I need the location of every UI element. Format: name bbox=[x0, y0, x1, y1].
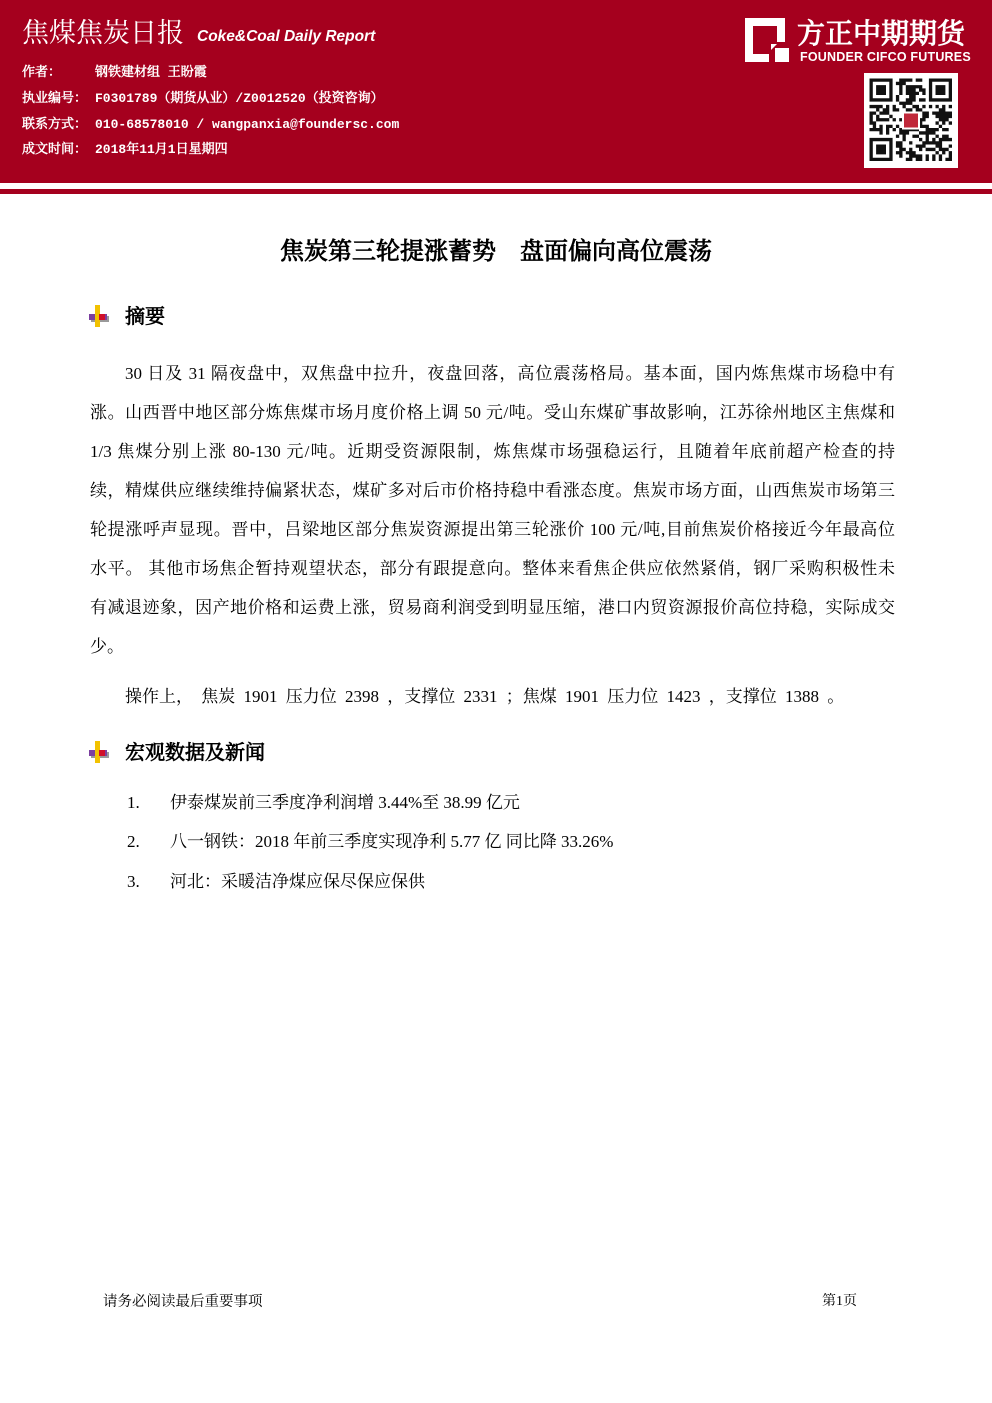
document-title: 焦炭第三轮提涨蓄势 盘面偏向高位震荡 bbox=[280, 237, 712, 265]
contact-value: 010-68578010 / wangpanxia@foundersc.com bbox=[95, 117, 400, 132]
qr-code bbox=[864, 73, 958, 168]
paragraph-line: 有减退迹象，因产地价格和运费上涨，贸易商利润受到明显压缩，港口内贸资源报价高位持稳，实际成交 bbox=[90, 598, 895, 618]
license-row bbox=[22, 90, 384, 108]
header-divider bbox=[0, 189, 992, 194]
section-heading-summary: 摘要 bbox=[125, 304, 165, 328]
summary-paragraph bbox=[90, 354, 895, 667]
qr-code-graphic bbox=[864, 73, 958, 168]
brand-name-en: FOUNDER CIFCO FUTURES bbox=[800, 50, 971, 64]
footer-disclaimer-notice: 请务必阅读最后重要事项 bbox=[103, 1294, 263, 1310]
qr-center-logo bbox=[904, 114, 918, 128]
report-title-cn: 焦煤焦炭日报 bbox=[22, 18, 184, 49]
author-label: 作者： bbox=[22, 65, 62, 80]
news-list-item bbox=[127, 791, 887, 815]
brand-name-cn: 方正中期期货 bbox=[797, 17, 966, 50]
paragraph-line: 30 日及 31 隔夜盘中，双焦盘中拉升，夜盘回落，高位震荡格局。基本面，国内炼焦煤市场稳中有 bbox=[125, 363, 895, 383]
news-item-text: 河北：采暖洁净煤应保尽保应保供 bbox=[170, 872, 425, 891]
news-item-number: 3. bbox=[127, 872, 140, 891]
news-item-text: 伊泰煤炭前三季度净利润增 3.44%至 38.99 亿元 bbox=[170, 793, 520, 812]
date-value: 2018年11月1日星期四 bbox=[95, 142, 228, 157]
paragraph-line: 水平。 其他市场焦企暂持观望状态，部分有跟提意向。整体来看焦企供应依然紧俏，钢厂采购积极性未 bbox=[90, 558, 895, 578]
news-item-text: 八一钢铁：2018 年前三季度实现净利 5.77 亿 同比降 33.26% bbox=[170, 832, 614, 851]
author-value: 钢铁建材组 王盼霞 bbox=[95, 65, 207, 80]
paragraph-line: 轮提涨呼声显现。晋中，吕梁地区部分焦炭资源提出第三轮涨价 100 元/吨,目前焦炭价格接近今年最高位 bbox=[90, 519, 895, 539]
paragraph-line: 涨。山西晋中地区部分炼焦煤市场月度价格上调 50 元/吨。受山东煤矿事故影响，江苏徐州地区主焦煤和 bbox=[90, 402, 895, 422]
operation-advice: 操作上， 焦炭 1901 压力位 2398 ，支撑位 2331 ；焦煤 1901 压力位 1423 ，支撑位 1388 。 bbox=[125, 687, 845, 706]
section-bullet-icon bbox=[88, 304, 110, 328]
founder-logo-icon bbox=[745, 18, 789, 62]
contact-label: 联系方式： bbox=[22, 117, 88, 132]
section-heading-news: 宏观数据及新闻 bbox=[125, 740, 265, 764]
contact-row bbox=[22, 116, 399, 134]
date-row bbox=[22, 141, 228, 159]
news-item-number: 2. bbox=[127, 832, 140, 851]
report-header bbox=[0, 0, 992, 183]
page-number: 第1页 bbox=[822, 1294, 857, 1309]
news-item-number: 1. bbox=[127, 793, 140, 812]
section-bullet-icon bbox=[88, 740, 110, 764]
paragraph-line: 1/3 焦煤分别上涨 80-130 元/吨。近期受资源限制，炼焦煤市场强稳运行，且随着年底前超产检查的持 bbox=[90, 441, 895, 461]
news-list-item bbox=[127, 830, 887, 854]
license-value: F0301789（期货从业）/Z0012520（投资咨询） bbox=[95, 91, 384, 106]
author-row bbox=[22, 64, 207, 82]
license-label: 执业编号： bbox=[22, 91, 88, 106]
date-label: 成文时间： bbox=[22, 142, 88, 157]
paragraph-line: 续，精煤供应继续维持偏紧状态，煤矿多对后市价格持稳中看涨态度。焦炭市场方面，山西焦炭市场第三 bbox=[90, 480, 895, 500]
report-title-en: Coke&Coal Daily Report bbox=[197, 28, 376, 45]
paragraph-line: 少。 bbox=[90, 637, 124, 657]
news-list-item bbox=[127, 870, 887, 894]
